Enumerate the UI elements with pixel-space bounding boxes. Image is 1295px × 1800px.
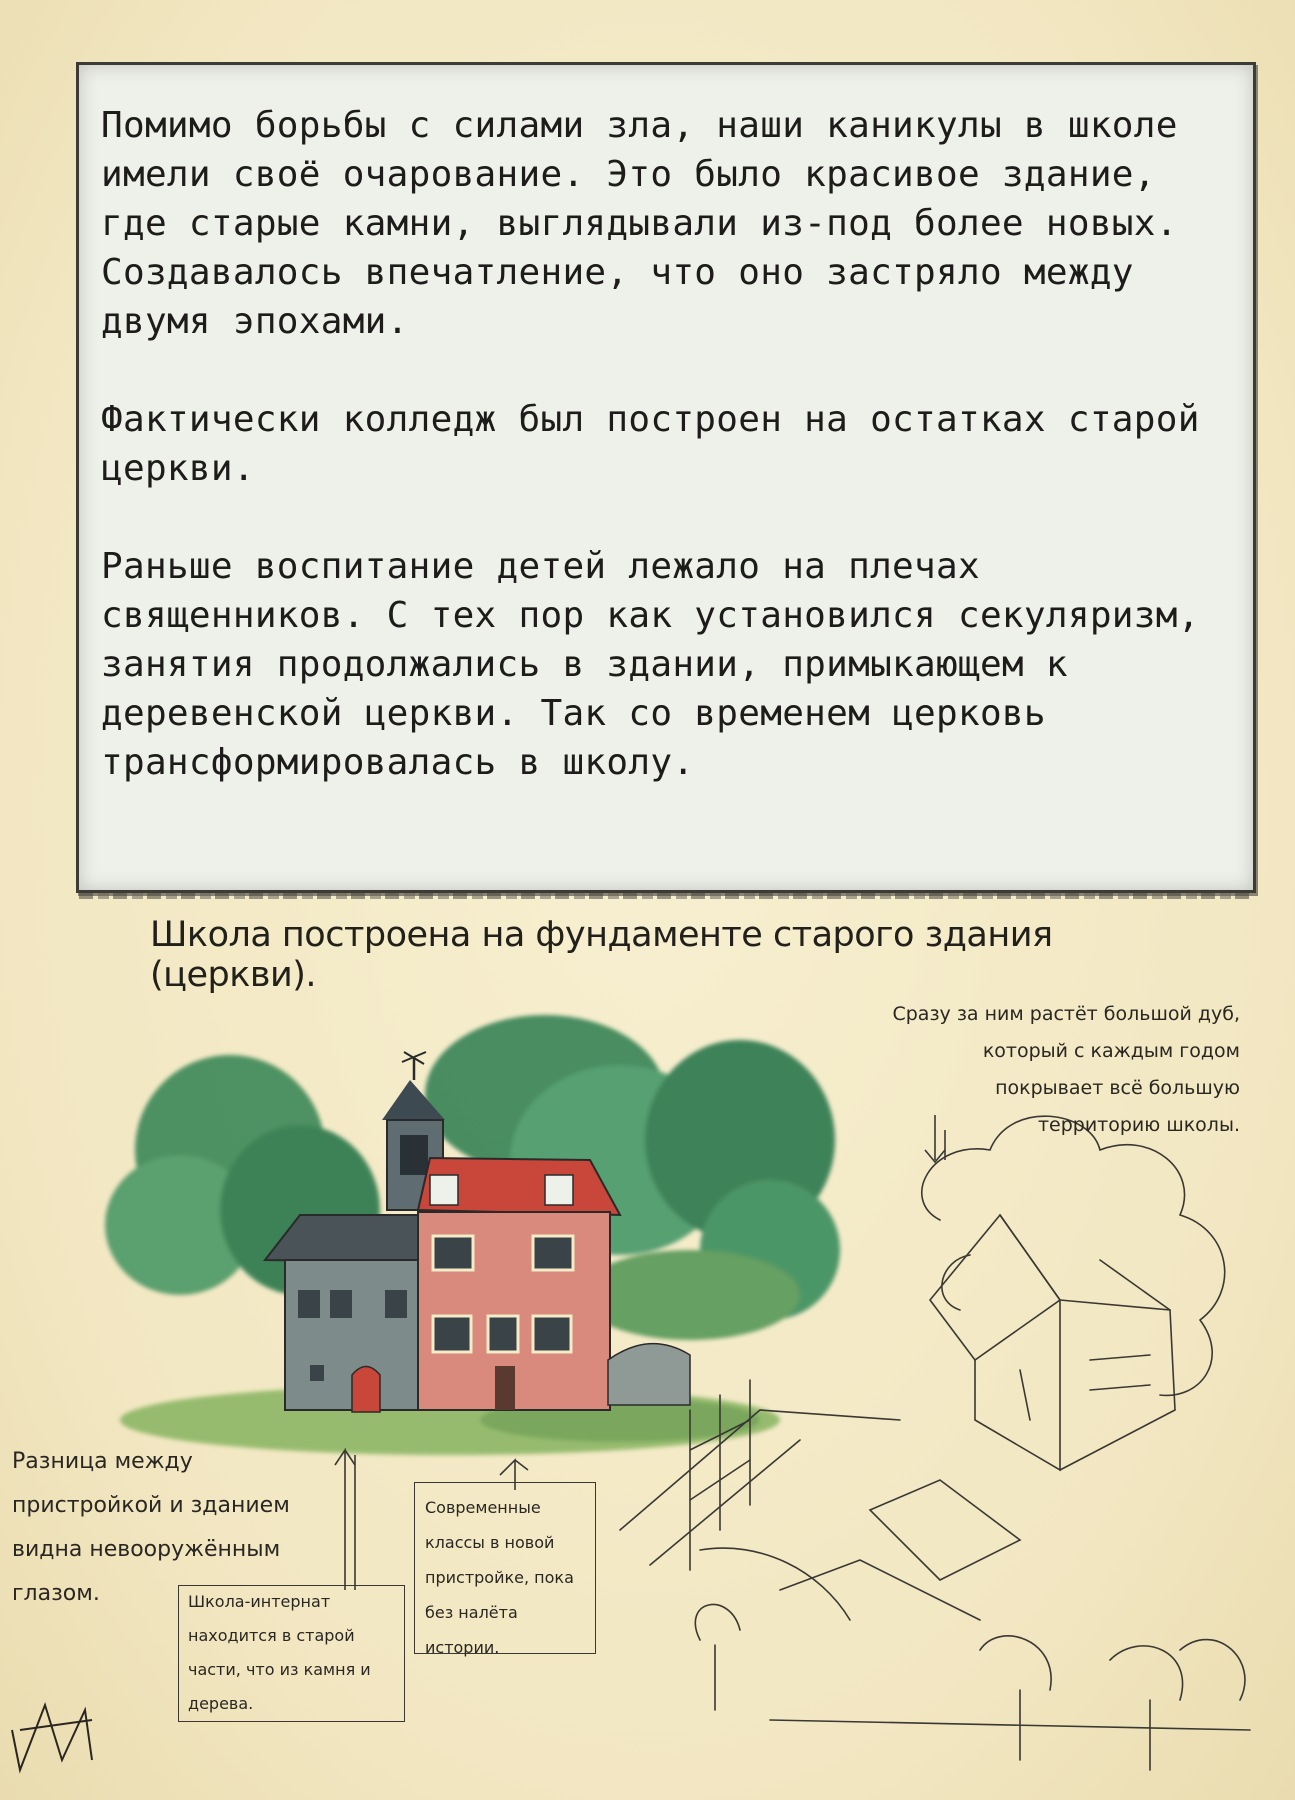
note-oak: Сразу за ним растёт большой дуб, который с каждым годом покрывает всё большую территорию школы. — [892, 1003, 1240, 1136]
side-shed — [608, 1344, 690, 1405]
typed-paragraph-3: Раньше воспитание детей лежало на плечах священников. С тех пор как установился секуляризм, занятия продолжались в здании, примыкающем к деревенской церкви. Так со временем церковь трансформировалась в школу. — [101, 546, 1200, 783]
illustration-caption: Школа построена на фундаменте старого здания (церкви). — [150, 915, 1053, 995]
note-modern-classes: Современные классы в новой пристройке, пока без налёта истории. — [425, 1498, 574, 1657]
signature-mark — [12, 1705, 92, 1770]
typed-paragraph-1: Помимо борьбы с силами зла, наши каникулы в школе имели своё очарование. Это было красивое здание, где старые камни, выглядывали из-под более новых. Создавалось впечатление, что оно застряло между двумя эпохами. — [101, 105, 1178, 342]
typed-paragraph-2: Фактически колледж был построен на остатках старой церкви. — [101, 399, 1200, 489]
note-difference: Разница между пристройкой и зданием видна невооружённым глазом. — [12, 1449, 290, 1606]
modern-addition-building — [418, 1158, 620, 1410]
note-boarding-school: Школа-интернат находится в старой части, что из камня и дерева. — [188, 1592, 371, 1713]
old-church-building — [265, 1215, 420, 1412]
